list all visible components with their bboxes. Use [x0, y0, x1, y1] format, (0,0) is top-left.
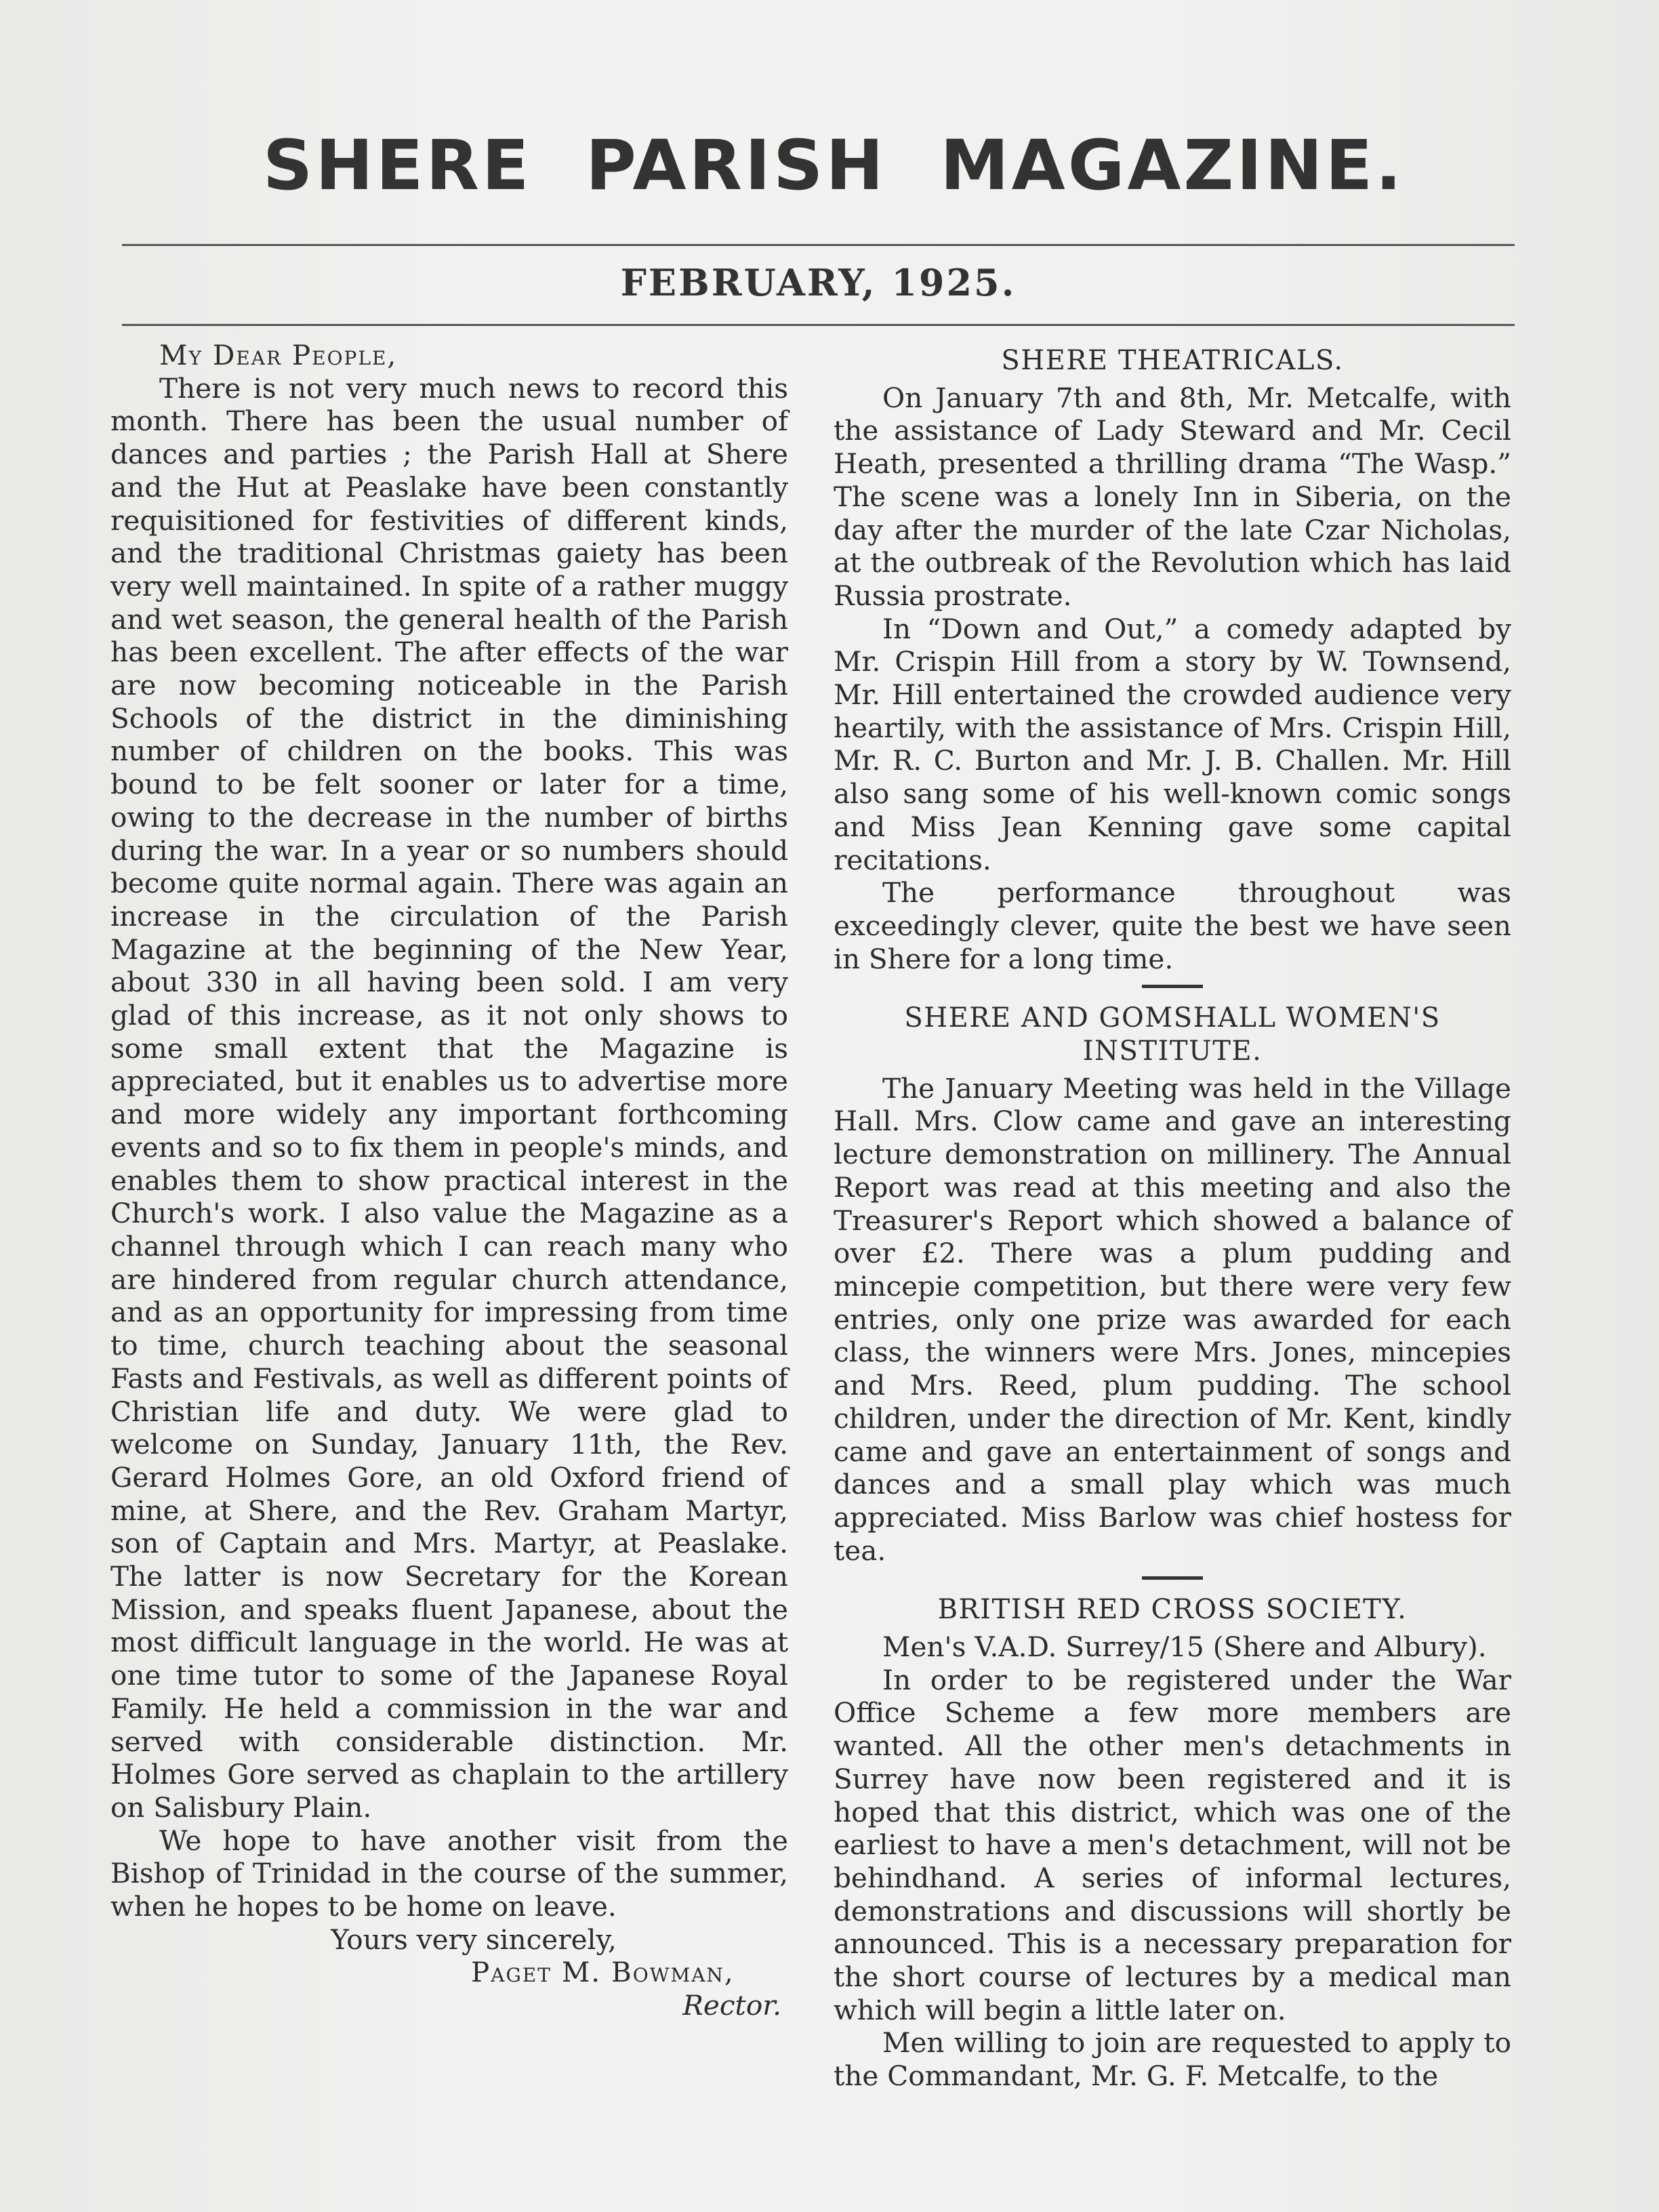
- womens-institute-section: [834, 1002, 1511, 1567]
- masthead-rule-top: [122, 244, 1515, 246]
- section-heading: SHERE THEATRICALS.: [1001, 345, 1344, 376]
- letter-signature: Paget M. Bowman,: [471, 1956, 735, 1989]
- section-divider: [1142, 985, 1203, 988]
- section-heading: SHERE AND GOMSHALL WOMEN'S INSTITUTE.: [904, 1002, 1441, 1067]
- section-heading: BRITISH RED CROSS SOCIETY.: [937, 1594, 1408, 1626]
- letter-paragraph: There is not very much news to record this month. There has been the usual number of dances and parties ; the Parish Hall at Shere and the Hut at Peaslake have been constantly requisitioned for festivities of different kinds, and the traditional Christmas gaiety has been very well maintained. In spite of a rather muggy and wet season, the general health of the Parish has been excellent. The after effects of the war are now becoming noticeable in the Parish Schools of the district in the diminishing number of children on the books. This was bound to be felt sooner or later for a time, owing to the decrease in the number of births during the war. In a year or so numbers should become quite normal again. There was again an increase in the circulation of the Parish Magazine at the beginning of the New Year, about 330 in all having been sold. I am very glad of this increase, as it not only shows to some small extent that the Magazine is appreciated, but it enables us to advertise more and more widely any important forthcoming events and so to fix them in people's minds, and enables them to show practical interest in the Church's work. I also value the Magazine as a channel through which I can reach many who are hindered from regular church attendance, and as an opportunity for impressing from time to time, church teaching about the seasonal Fasts and Festivals, as well as different points of Christian life and duty. We were glad to welcome on Sunday, January 11th, the Rev. Gerard Holmes Gore, an old Oxford friend of mine, at Shere, and the Rev. Graham Martyr, son of Captain and Mrs. Martyr, at Peaslake. The latter is now Secretary for the Korean Mission, and speaks fluent Japanese, about the most difficult language in the world. He was at one time tutor to some of the Japanese Royal Family. He held a commission in the war and served with considerable distinction. Mr. Holmes Gore served as chaplain to the artillery on Salisbury Plain.: [110, 371, 788, 1824]
- theatricals-section: [834, 344, 1511, 975]
- section-divider: [1142, 1576, 1203, 1580]
- section-subheading: Men's V.A.D. Surrey/15 (Shere and Albury).: [882, 1631, 1487, 1664]
- masthead-title: SHERE PARISH MAGAZINE.: [262, 125, 1405, 206]
- section-paragraph: In “Down and Out,” a comedy adapted by Mr. Crispin Hill from a story by W. Townsend, Mr. Hill entertained the crowded audience very heartily, with the assistance of Mrs. Crispin Hill, Mr. R. C. Burton and Mr. J. B. Challen. Mr. Hill also sang some of his well-known comic songs and Miss Jean Kenning gave some capital recitations.: [834, 612, 1511, 876]
- red-cross-section: [834, 1593, 1511, 2093]
- section-paragraph: The January Meeting was held in the Village Hall. Mrs. Clow came and gave an interesting lecture demonstration on millinery. The Annual Report was read at this meeting and also the Treasurer's Report which showed a balance of over £2. There was a plum pudding and mincepie competition, but there were very few entries, only one prize was awarded for each class, the winners were Mrs. Jones, mincepies and Mrs. Reed, plum pudding. The school children, under the direction of Mr. Kent, kindly came and gave an entertainment of songs and dances and a small play which was much appreciated. Miss Barlow was chief hostess for tea.: [834, 1071, 1511, 1567]
- masthead-rule-bottom: [122, 324, 1515, 326]
- issue-date: FEBRUARY, 1925.: [620, 261, 1017, 304]
- letter-salutation: My Dear People,: [159, 339, 398, 371]
- section-paragraph: In order to be registered under the War Office Scheme a few more members are wanted. All the other men's detachments in Surrey have now been registered and it is hoped that this district, which was one of the earliest to have a men's detachment, will not be behindhand. A series of informal lectures, demonstrations and discussions will shortly be announced. This is a necessary preparation for the short course of lectures by a medical man which will begin a little later on.: [834, 1663, 1511, 2026]
- section-paragraph: On January 7th and 8th, Mr. Metcalfe, with the assistance of Lady Steward and Mr. Cecil Heath, presented a thrilling drama “The Wasp.” The scene was a lonely Inn in Siberia, on the day after the murder of the late Czar Nicholas, at the outbreak of the Revolution which has laid Russia prostrate.: [834, 381, 1511, 612]
- letter-paragraph: We hope to have another visit from the Bishop of Trinidad in the course of the summer, when he hopes to be home on leave.: [110, 1824, 788, 1923]
- section-paragraph: The performance throughout was exceedingly clever, quite the best we have seen in Shere for a long time.: [834, 876, 1511, 975]
- news-column: [834, 339, 1511, 2093]
- letter-closing: Yours very sincerely,: [331, 1923, 617, 1956]
- rector-letter-column: [110, 339, 788, 2022]
- section-paragraph: Men willing to join are requested to apply to the Commandant, Mr. G. F. Metcalfe, to the: [834, 2026, 1511, 2093]
- letter-role: Rector.: [682, 1989, 781, 2022]
